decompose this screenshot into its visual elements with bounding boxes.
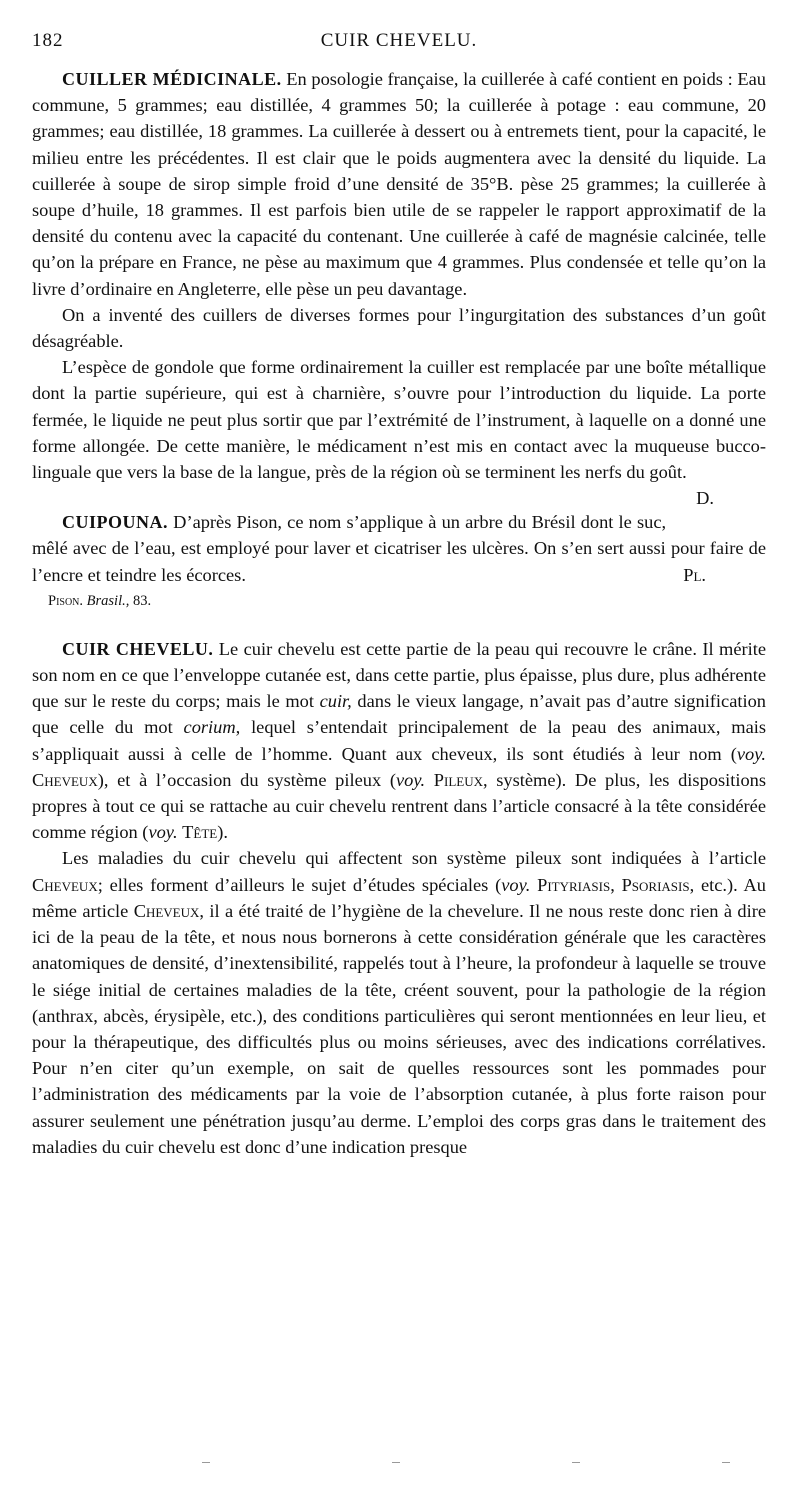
paragraph-text: , il a été traité de l’hygiène de la chevelure. Il ne nous reste donc rien à dire ici de la peau de la tête, et nous nous bornerons à cette considération générale que les caractères anatomiques de densité, d’inextensibilité, rappelés tout à l’heure, la profondeur à laquelle se trouve le siége initial de certaines maladies de la tête, créent souvent, pour la pathologie de la région (anthrax, abcès, érysipèle, etc.), des conditions particulières qui seront mentionnées en leur lieu, et pour la thérapeutique, des difficultés plus ou moins sérieuses, avec des indications corrélatives. Pour n’en citer qu’un exemple, on sait de quelles ressources sont les pommades pour l’administration des médicaments par la voie de l’absorption cutanée, à plus forte raison pour assurer seulement une pénétration jusqu’au derme. L’emploi des corps gras dans le traitement des maladies du cuir chevelu est donc d’une indication presque — [32, 900, 766, 1157]
paragraph-text: D’après Pison, ce nom s’applique à un arbre du Brésil dont le suc, mêlé avec de l’eau, est employé pour laver et cicatriser les ulcères. On s’en sert aussi pour faire de l’encre et teindre les écorces. — [32, 512, 766, 585]
italic-term: corium, — [183, 717, 241, 738]
cross-reference: Cheveux — [133, 900, 200, 921]
footer-marks — [32, 1462, 766, 1470]
paragraph — [32, 354, 766, 509]
cross-reference: Cheveux — [32, 874, 98, 895]
cross-reference: Pileux — [433, 769, 483, 790]
paragraph-text: , etc.). Au même article — [32, 874, 766, 921]
italic-term: voy. — [736, 743, 766, 764]
entry-cuiller-medicinale — [32, 66, 766, 509]
page-mark — [572, 1462, 580, 1463]
page-mark — [202, 1462, 210, 1463]
paragraph-text: ), et à l’occasion du système pileux ( — [97, 769, 396, 790]
author-signature: D. — [696, 488, 714, 509]
bibliographic-reference — [32, 590, 766, 612]
author-signature: Pl. — [683, 564, 706, 585]
reference-page: 83. — [132, 592, 152, 609]
paragraph-text: ). — [217, 822, 228, 843]
page — [32, 30, 766, 1160]
paragraph-text: , — [610, 874, 615, 895]
running-head: CUIR CHEVELU. — [320, 30, 478, 51]
paragraph-text: L’espèce de gondole que forme ordinairement la cuiller est remplacée par une boîte métallique dont la partie supérieure, qui est à charnière, s’ouvre pour l’introduction du liquide. La porte fermée, le liquide ne peut plus sortir que par l’extrémité de l’instrument, à laquelle on a donné une forme allongée. De cette manière, le médicament n’est mis en contact avec la muqueuse bucco-linguale que vers la base de la langue, près de la région où se terminent les nerfs du goût. — [32, 357, 766, 483]
headword: CUIPOUNA. — [62, 512, 168, 533]
page-mark — [392, 1462, 400, 1463]
italic-term: voy. — [501, 874, 531, 895]
paragraph — [32, 845, 766, 1159]
reference-author: Pison. — [48, 592, 84, 609]
cross-reference: Psoriasis — [621, 874, 690, 895]
headword: CUILLER MÉDICINALE. — [62, 69, 282, 89]
paragraph-text: Les maladies du cuir chevelu qui affectent son système pileux sont indiquées à l’article — [62, 848, 766, 869]
entry-cuipouna — [32, 509, 766, 612]
page-number: 182 — [32, 30, 64, 51]
page-mark — [722, 1462, 730, 1463]
cross-reference: Cheveux — [32, 769, 98, 790]
paragraph: On a inventé des cuillers de diverses formes pour l’ingurgitation des substances d’un goût désagréable. — [32, 304, 766, 352]
paragraph-text: , système). De plus, les dispositions propres à tout ce qui se rattache au cuir chevelu rentrent dans l’article consacré à la tête considérée comme région ( — [32, 769, 766, 843]
paragraph-text: Le cuir chevelu est cette partie de la peau qui recouvre le crâne. Il mérite son nom en ce que l’enveloppe cutanée est, dans cette partie, plus épaisse, plus dure, plus adhérente que sur le reste du corps; mais le mot — [32, 638, 766, 712]
page-header — [32, 30, 766, 60]
paragraph-text: En posologie française, la cuillerée à café contient en poids : Eau commune, 5 grammes; eau distillée, 4 grammes 50; la cuillerée à potage : eau commune, 20 grammes; eau distillée, 18 grammes. La cuillerée à dessert ou à entremets tient, pour la capacité, le milieu entre les précédentes. Il est clair que le poids augmentera avec la densité du liquide. La cuillerée à soupe de sirop simple froid d’une densité de 35°B. pèse 25 grammes; la cuillerée à soupe d’huile, 18 grammes. Il est parfois bien utile de se rappeler le rapport approximatif de la densité du contenu avec la capacité du contenant. Une cuillerée à café de magnésie calcinée, telle qu’on la prépare en France, ne pèse au maximum que 4 grammes. Plus condensée et telle qu’on la livre d’ordinaire en Angleterre, elle pèse un peu davantage. — [32, 69, 766, 299]
paragraph-text: ; elles forment d’ailleurs le sujet d’études spéciales ( — [97, 874, 502, 895]
cross-reference: Pityriasis — [537, 874, 611, 895]
paragraph — [32, 66, 766, 302]
italic-term: voy. — [395, 769, 426, 790]
reference-title: Brasil., — [86, 592, 130, 609]
italic-term: voy. — [148, 822, 178, 843]
entry-cuir-chevelu — [32, 636, 766, 1160]
headword: CUIR CHEVELU. — [62, 638, 214, 659]
italic-term: cuir, — [319, 691, 352, 712]
paragraph — [32, 509, 766, 588]
paragraph-text: lequel s’entendait principalement de la peau des animaux, mais s’appliquait aussi à celle de l’homme. Quant aux cheveux, ils sont étudiés à leur nom ( — [32, 717, 767, 764]
paragraph — [32, 636, 766, 846]
cross-reference: Tête — [182, 822, 218, 843]
paragraph-text: dans le vieux langage, n’avait pas d’autre signification que celle du mot — [32, 691, 766, 738]
